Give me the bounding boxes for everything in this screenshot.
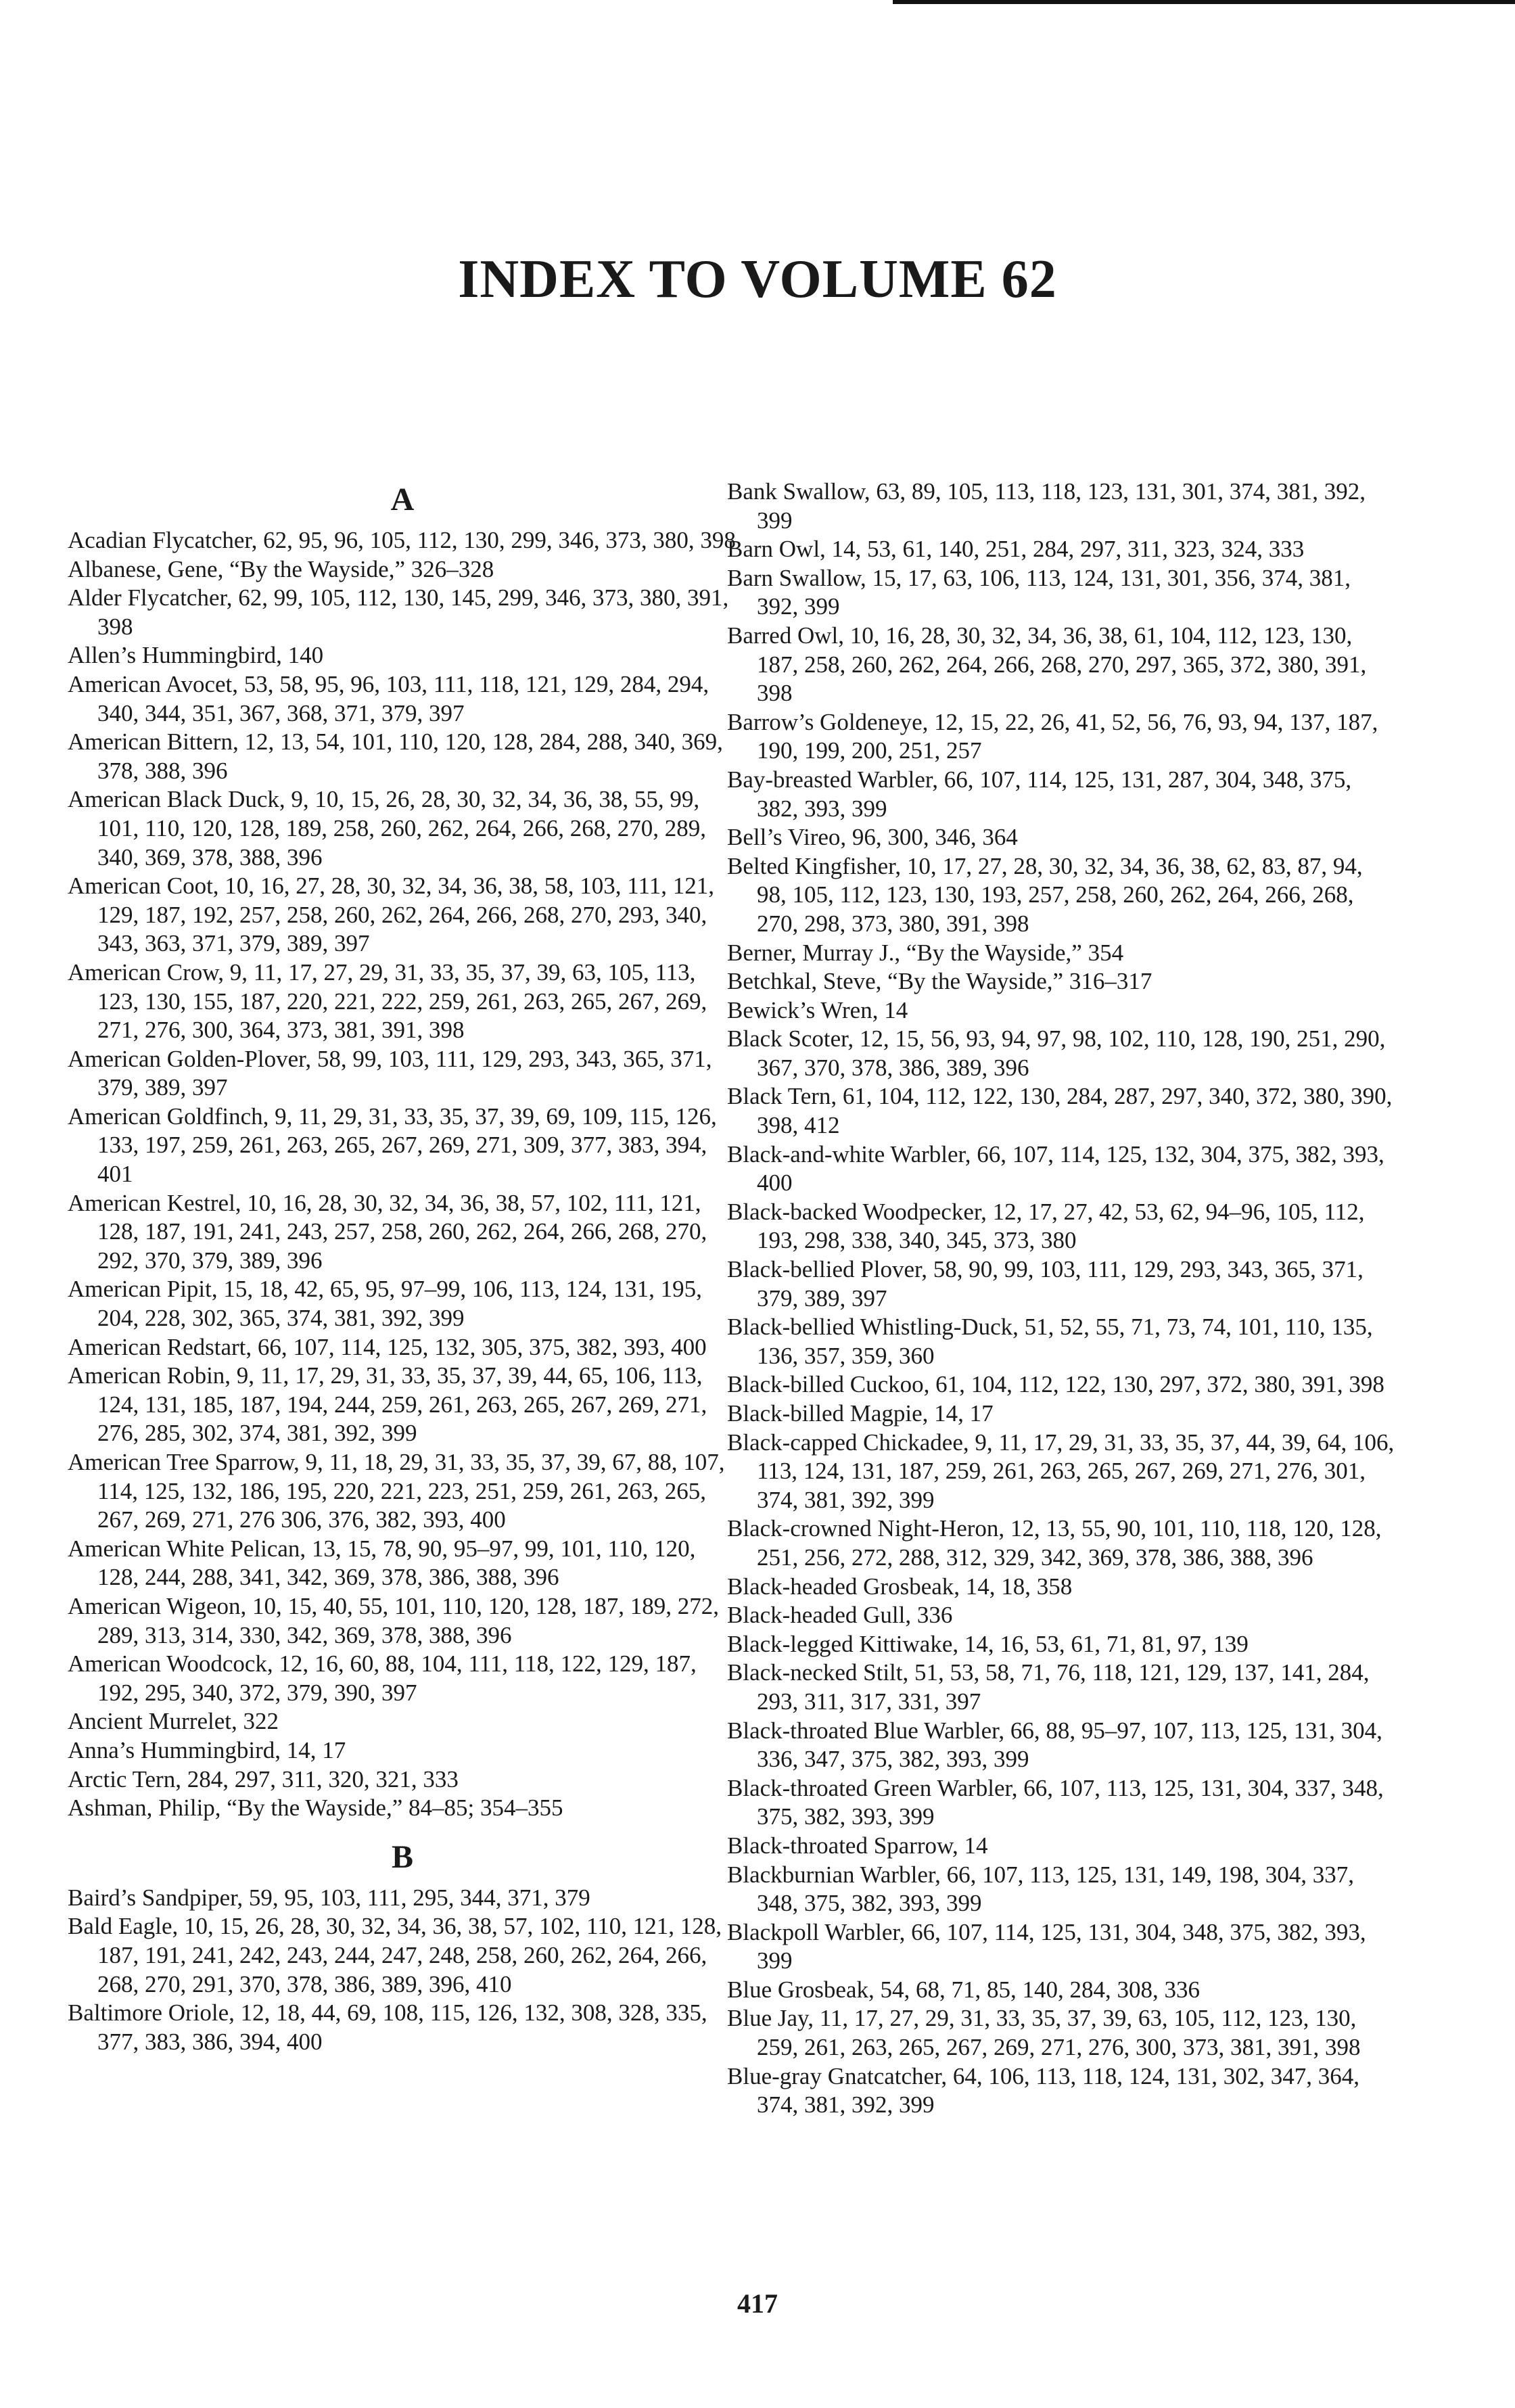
index-entry: American Wigeon, 10, 15, 40, 55, 101, 110, 120, 128, 187, 189, 272, 289, 313, 314, 330, 342, 369, 378, 388, 396 xyxy=(68,1592,719,1648)
index-entry: Black-billed Cuckoo, 61, 104, 112, 122, 130, 297, 372, 380, 391, 398 xyxy=(727,1371,1384,1398)
page-title: INDEX TO VOLUME 62 xyxy=(458,250,1057,309)
index-entry: Black-necked Stilt, 51, 53, 58, 71, 76, 118, 121, 129, 137, 141, 284, 293, 311, 317, 331, 397 xyxy=(727,1659,1370,1715)
index-entry: American Robin, 9, 11, 17, 29, 31, 33, 35, 37, 39, 44, 65, 106, 113, 124, 131, 185, 187, 194, 244, 259, 261, 263, 265, 267, 269, 271, 276, 285, 302, 374, 381, 392, 399 xyxy=(68,1362,707,1447)
index-entry: Alder Flycatcher, 62, 99, 105, 112, 130, 145, 299, 346, 373, 380, 391, 398 xyxy=(68,584,729,640)
index-entry: Allen’s Hummingbird, 140 xyxy=(68,642,324,669)
index-entry: Bald Eagle, 10, 15, 26, 28, 30, 32, 34, 36, 38, 57, 102, 110, 121, 128, 187, 191, 241, 242, 243, 244, 247, 248, 258, 260, 262, 264, 266, 268, 270, 291, 370, 378, 386, 389, 396, 410 xyxy=(68,1913,722,1997)
index-entry: American Tree Sparrow, 9, 11, 18, 29, 31, 33, 35, 37, 39, 67, 88, 107, 114, 125, 132, 186, 195, 220, 221, 223, 251, 259, 261, 263, 265, 267, 269, 271, 276 306, 376, 382, 393, 400 xyxy=(68,1449,725,1533)
index-entry: Blackpoll Warbler, 66, 107, 114, 125, 131, 304, 348, 375, 382, 393, 399 xyxy=(727,1918,1366,1974)
index-entry: American Kestrel, 10, 16, 28, 30, 32, 34, 36, 38, 57, 102, 111, 121, 128, 187, 191, 241, 243, 257, 258, 260, 262, 264, 266, 268, 270, 292, 370, 379, 389, 396 xyxy=(68,1189,707,1274)
index-entry: American White Pelican, 13, 15, 78, 90, 95–97, 99, 101, 110, 120, 128, 244, 288, 341, 342, 369, 378, 386, 388, 396 xyxy=(68,1535,696,1591)
index-entry: Black-crowned Night-Heron, 12, 13, 55, 90, 101, 110, 118, 120, 128, 251, 256, 272, 288, 312, 329, 342, 369, 378, 386, 388, 396 xyxy=(727,1515,1382,1571)
index-entry: American Golden-Plover, 58, 99, 103, 111, 129, 293, 343, 365, 371, 379, 389, 397 xyxy=(68,1045,712,1101)
index-entry: Ashman, Philip, “By the Wayside,” 84–85; 354–355 xyxy=(68,1795,563,1822)
index-entry: Black-backed Woodpecker, 12, 17, 27, 42, 53, 62, 94–96, 105, 112, 193, 298, 338, 340, 345, 373, 380 xyxy=(727,1198,1365,1254)
top-rule xyxy=(893,0,1515,4)
index-entry: Black-bellied Whistling-Duck, 51, 52, 55, 71, 73, 74, 101, 110, 135, 136, 357, 359, 360 xyxy=(727,1314,1373,1369)
index-entry: Ancient Murrelet, 322 xyxy=(68,1708,279,1735)
index-entry: Betchkal, Steve, “By the Wayside,” 316–317 xyxy=(727,968,1152,995)
index-entry: Bank Swallow, 63, 89, 105, 113, 118, 123, 131, 301, 374, 381, 392, 399 xyxy=(727,478,1366,534)
index-entry: Black-capped Chickadee, 9, 11, 17, 29, 31, 33, 35, 37, 44, 39, 64, 106, 113, 124, 131, 187, 259, 261, 263, 265, 267, 269, 271, 276, 301, 374, 381, 392, 399 xyxy=(727,1429,1395,1513)
index-list-a xyxy=(68,526,737,1823)
index-entry: American Avocet, 53, 58, 95, 96, 103, 111, 118, 121, 129, 284, 294, 340, 344, 351, 367, 368, 371, 379, 397 xyxy=(68,670,709,726)
index-entry: American Redstart, 66, 107, 114, 125, 132, 305, 375, 382, 393, 400 xyxy=(68,1333,707,1360)
index-entry: Black-bellied Plover, 58, 90, 99, 103, 111, 129, 293, 343, 365, 371, 379, 389, 397 xyxy=(727,1256,1364,1312)
index-entry: Belted Kingfisher, 10, 17, 27, 28, 30, 32, 34, 36, 38, 62, 83, 87, 94, 98, 105, 112, 123, 130, 193, 257, 258, 260, 262, 264, 266, 268, 270, 298, 373, 380, 391, 398 xyxy=(727,852,1363,937)
index-entry: Arctic Tern, 284, 297, 311, 320, 321, 333 xyxy=(68,1765,459,1792)
index-entry: Acadian Flycatcher, 62, 95, 96, 105, 112, 130, 299, 346, 373, 380, 398 xyxy=(68,527,736,553)
left-column xyxy=(68,473,737,2056)
index-entry: Black Scoter, 12, 15, 56, 93, 94, 97, 98, 102, 110, 128, 190, 251, 290, 367, 370, 378, 386, 389, 396 xyxy=(727,1025,1386,1081)
index-entry: Baltimore Oriole, 12, 18, 44, 69, 108, 115, 126, 132, 308, 328, 335, 377, 383, 386, 394, 400 xyxy=(68,1999,707,2055)
page-number: 417 xyxy=(737,2288,778,2319)
index-entry: American Coot, 10, 16, 27, 28, 30, 32, 34, 36, 38, 58, 103, 111, 121, 129, 187, 192, 257, 258, 260, 262, 264, 266, 268, 270, 293, 340, 343, 363, 371, 379, 389, 397 xyxy=(68,873,714,957)
index-entry: Bay-breasted Warbler, 66, 107, 114, 125, 131, 287, 304, 348, 375, 382, 393, 399 xyxy=(727,766,1352,822)
index-entry: Barn Swallow, 15, 17, 63, 106, 113, 124, 131, 301, 356, 374, 381, 392, 399 xyxy=(727,564,1351,620)
index-entry: Anna’s Hummingbird, 14, 17 xyxy=(68,1736,346,1763)
index-list-b-right xyxy=(727,478,1397,2120)
index-entry: Blue Grosbeak, 54, 68, 71, 85, 140, 284, 308, 336 xyxy=(727,1976,1200,2003)
index-entry: Black-and-white Warbler, 66, 107, 114, 125, 132, 304, 375, 382, 393, 400 xyxy=(727,1140,1384,1197)
index-entry: Black-billed Magpie, 14, 17 xyxy=(727,1400,994,1427)
index-entry: Black Tern, 61, 104, 112, 122, 130, 284, 287, 297, 340, 372, 380, 390, 398, 412 xyxy=(727,1083,1393,1139)
right-column xyxy=(727,478,1397,2120)
index-entry: Blue-gray Gnatcatcher, 64, 106, 113, 118, 124, 131, 302, 347, 364, 374, 381, 392, 399 xyxy=(727,2062,1360,2118)
index-entry: Black-throated Green Warbler, 66, 107, 113, 125, 131, 304, 337, 348, 375, 382, 393, 399 xyxy=(727,1774,1384,1830)
index-entry: Black-throated Blue Warbler, 66, 88, 95–97, 107, 113, 125, 131, 304, 336, 347, 375, 382, 393, 399 xyxy=(727,1717,1382,1773)
index-entry: Black-throated Sparrow, 14 xyxy=(727,1832,988,1859)
index-entry: Blackburnian Warbler, 66, 107, 113, 125, 131, 149, 198, 304, 337, 348, 375, 382, 393, 399 xyxy=(727,1861,1355,1917)
index-entry: Bewick’s Wren, 14 xyxy=(727,996,908,1023)
index-entry: Albanese, Gene, “By the Wayside,” 326–328 xyxy=(68,555,494,582)
index-entry: Barred Owl, 10, 16, 28, 30, 32, 34, 36, 38, 61, 104, 112, 123, 130, 187, 258, 260, 262, 264, 266, 268, 270, 297, 365, 372, 380, 391, 398 xyxy=(727,622,1367,707)
index-entry: Barn Owl, 14, 53, 61, 140, 251, 284, 297, 311, 323, 324, 333 xyxy=(727,536,1305,563)
section-heading-a: A xyxy=(390,482,415,517)
index-entry: Barrow’s Goldeneye, 12, 15, 22, 26, 41, 52, 56, 76, 93, 94, 137, 187, 190, 199, 200, 251, 257 xyxy=(727,708,1378,764)
index-entry: American Bittern, 12, 13, 54, 101, 110, 120, 128, 284, 288, 340, 369, 378, 388, 396 xyxy=(68,728,723,784)
index-list-b-left xyxy=(68,1884,737,2057)
index-entry: American Pipit, 15, 18, 42, 65, 95, 97–99, 106, 113, 124, 131, 195, 204, 228, 302, 365, 374, 381, 392, 399 xyxy=(68,1276,702,1332)
index-entry: American Woodcock, 12, 16, 60, 88, 104, 111, 118, 122, 129, 187, 192, 295, 340, 372, 379, 390, 397 xyxy=(68,1650,697,1706)
index-entry: Black-headed Grosbeak, 14, 18, 358 xyxy=(727,1573,1073,1600)
index-entry: Black-legged Kittiwake, 14, 16, 53, 61, 71, 81, 97, 139 xyxy=(727,1630,1249,1657)
index-entry: American Black Duck, 9, 10, 15, 26, 28, 30, 32, 34, 36, 38, 55, 99, 101, 110, 120, 128, 189, 258, 260, 262, 264, 266, 268, 270, 289, 340, 369, 378, 388, 396 xyxy=(68,786,706,871)
index-entry: American Goldfinch, 9, 11, 29, 31, 33, 35, 37, 39, 69, 109, 115, 126, 133, 197, 259, 261, 263, 265, 267, 269, 271, 309, 377, 383, 394, 401 xyxy=(68,1103,717,1188)
index-entry: American Crow, 9, 11, 17, 27, 29, 31, 33, 35, 37, 39, 63, 105, 113, 123, 130, 155, 187, 220, 221, 222, 259, 261, 263, 265, 267, 269, 271, 276, 300, 364, 373, 381, 391, 398 xyxy=(68,958,707,1044)
index-entry: Bell’s Vireo, 96, 300, 346, 364 xyxy=(727,824,1018,851)
index-entry: Baird’s Sandpiper, 59, 95, 103, 111, 295, 344, 371, 379 xyxy=(68,1884,590,1911)
index-entry: Black-headed Gull, 336 xyxy=(727,1602,953,1629)
index-entry: Blue Jay, 11, 17, 27, 29, 31, 33, 35, 37, 39, 63, 105, 112, 123, 130, 259, 261, 263, 265, 267, 269, 271, 276, 300, 373, 381, 391, 398 xyxy=(727,2005,1361,2061)
index-entry: Berner, Murray J., “By the Wayside,” 354 xyxy=(727,939,1124,966)
section-heading-b: B xyxy=(391,1838,413,1875)
